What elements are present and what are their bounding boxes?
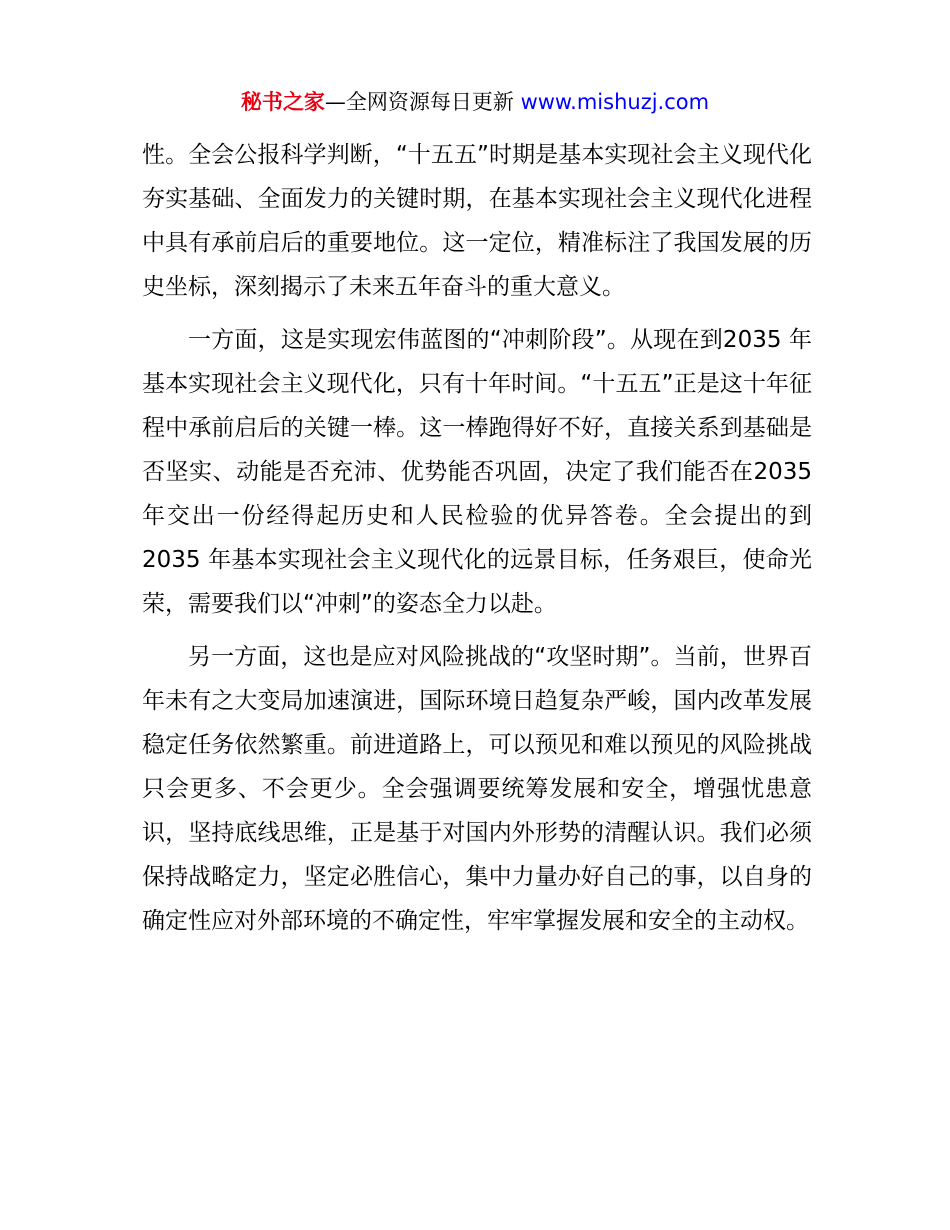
header-site-link[interactable]: www.mishuzj.com xyxy=(520,90,710,114)
document-body xyxy=(142,133,812,943)
page-header xyxy=(0,86,950,118)
header-tagline: —全网资源每日更新 xyxy=(324,90,514,114)
header-brand: 秘书之家 xyxy=(240,90,325,114)
paragraph-risk-challenges: 另一方面，这也是应对风险挑战的“攻坚时期”。当前，世界百年未有之大变局加速演进，国际环境日趋复杂严峻，国内改革发展稳定任务依然繁重。前进道路上，可以预见和难以预见的风险挑战只会更多、不会更少。全会强调要统筹发展和安全，增强忧患意识，坚持底线思维，正是基于对国内外形势的清醒认识。我们必须保持战略定力，坚定必胜信心，集中力量办好自己的事，以自身的确定性应对外部环境的不确定性，牢牢掌握发展和安全的主动权。 xyxy=(142,644,812,934)
paragraph-continuation: 性。全会公报科学判断，“十五五”时期是基本实现社会主义现代化夯实基础、全面发力的关键时期，在基本实现社会主义现代化进程中具有承前启后的重要地位。这一定位，精准标注了我国发展的历史坐标，深刻揭示了未来五年奋斗的重大意义。 xyxy=(142,142,812,300)
paragraph-sprint-stage: 一方面，这是实现宏伟蓝图的“冲刺阶段”。从现在到2035 年基本实现社会主义现代化，只有十年时间。“十五五”正是这十年征程中承前启后的关键一棒。这一棒跑得好不好，直接关系到基础是否坚实、动能是否充沛、优势能否巩固，决定了我们能否在2035 年交出一份经得起历史和人民检验的优异答卷。全会提出的到2035 年基本实现社会主义现代化的远景目标，任务艰巨，使命光荣，需要我们以“冲刺”的姿态全力以赴。 xyxy=(142,327,812,617)
